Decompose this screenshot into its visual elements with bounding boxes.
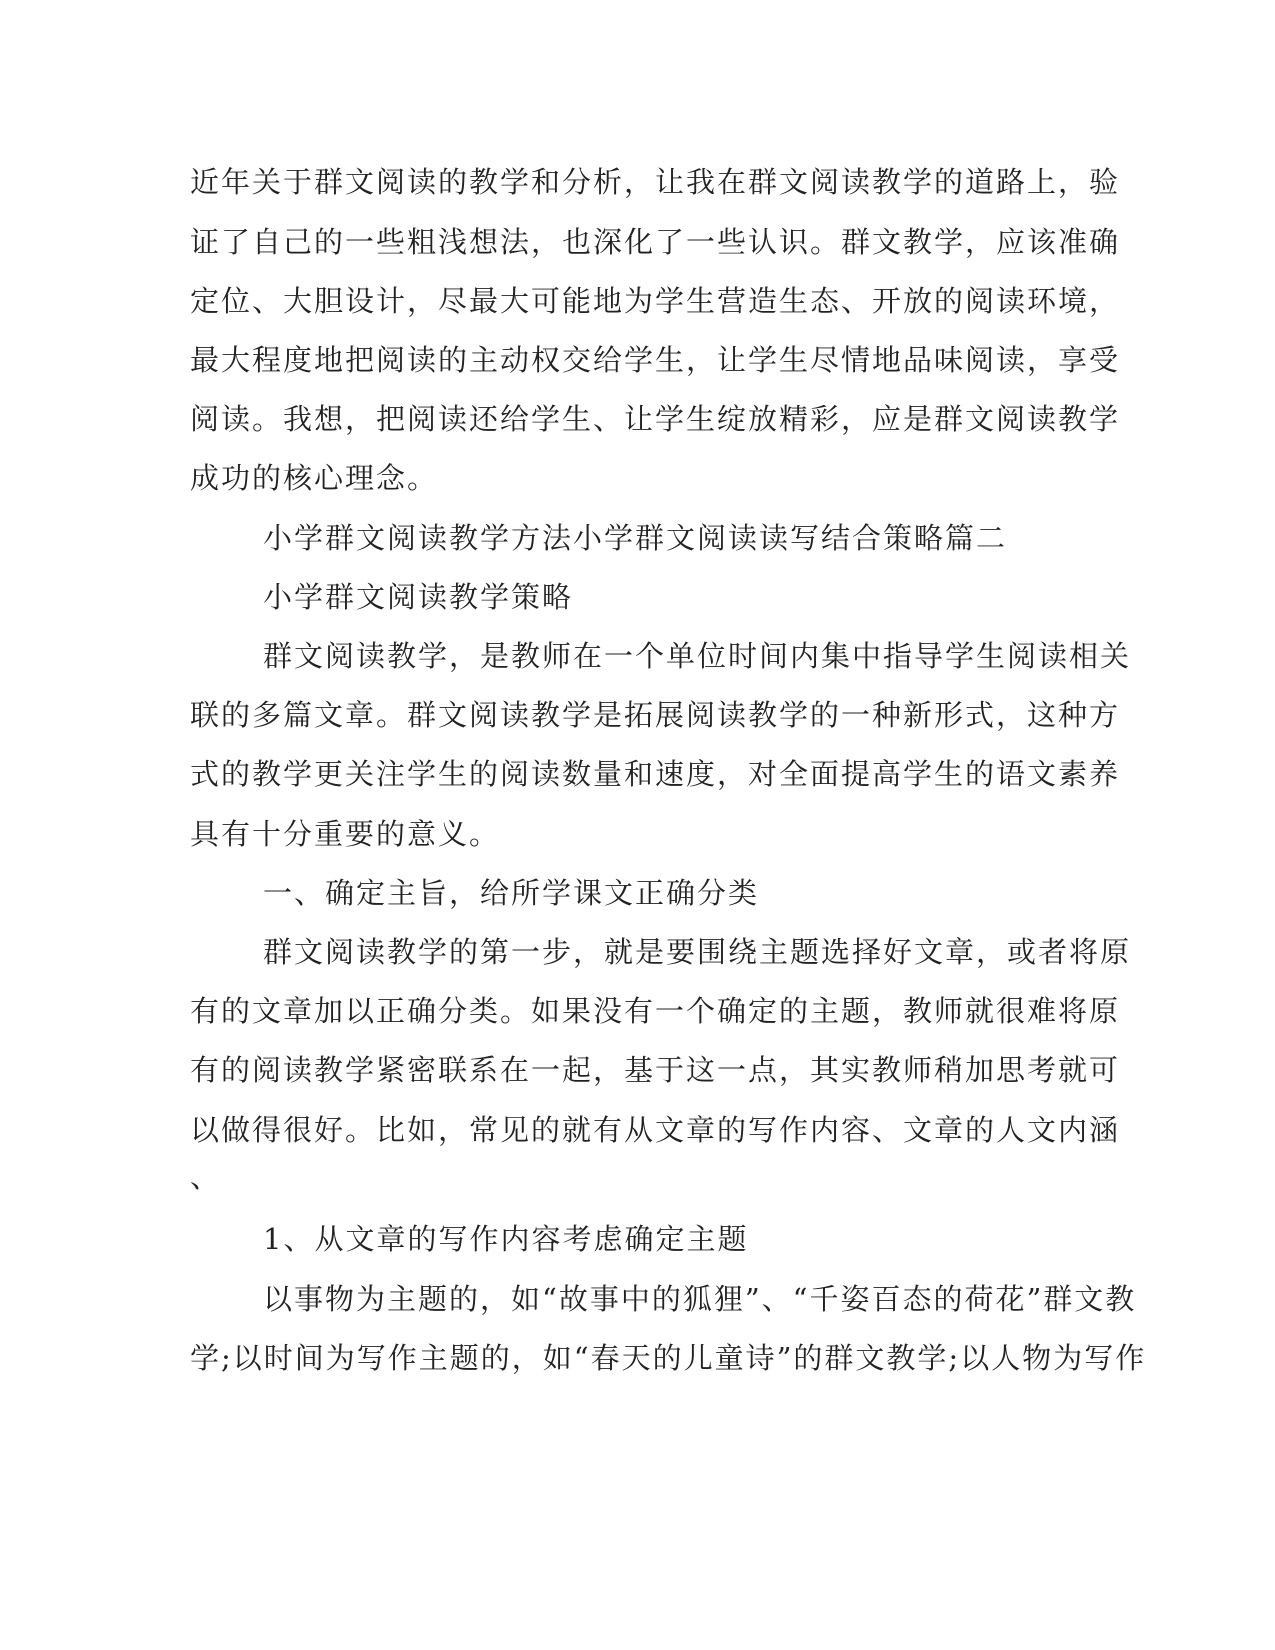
paragraph-line: 群文阅读教学的第一步，就是要围绕主题选择好文章，或者将原 — [263, 935, 1132, 969]
paragraph-line: 最大程度地把阅读的主动权交给学生，让学生尽情地品味阅读，享受 — [190, 343, 1121, 377]
paragraph-line: 群文阅读教学，是教师在一个单位时间内集中指导学生阅读相关 — [263, 639, 1132, 673]
paragraph-line: 阅读。我想，把阅读还给学生、让学生绽放精彩，应是群文阅读教学 — [190, 402, 1121, 436]
paragraph-line: 以做得很好。比如，常见的就有从文章的写作内容、文章的人文内涵 — [190, 1113, 1121, 1147]
paragraph-line: 近年关于群文阅读的教学和分析，让我在群文阅读教学的道路上，验 — [190, 165, 1121, 199]
paragraph-line: 联的多篇文章。群文阅读教学是拓展阅读教学的一种新形式，这种方 — [190, 698, 1121, 732]
paragraph-line: 证了自己的一些粗浅想法，也深化了一些认识。群文教学，应该准确 — [190, 225, 1121, 259]
paragraph-line: 具有十分重要的意义。 — [190, 817, 501, 851]
paragraph-line: 有的阅读教学紧密联系在一起，基于这一点，其实教师稍加思考就可 — [190, 1053, 1121, 1087]
paragraph-line: 定位、大胆设计，尽最大可能地为学生营造生态、开放的阅读环境， — [190, 284, 1121, 318]
list-heading: 一、确定主旨，给所学课文正确分类 — [263, 876, 760, 910]
list-item-heading: 1、从文章的写作内容考虑确定主题 — [263, 1222, 749, 1256]
paragraph-line: 有的文章加以正确分类。如果没有一个确定的主题，教师就很难将原 — [190, 994, 1121, 1028]
section-subheading: 小学群文阅读教学策略 — [263, 580, 574, 614]
paragraph-line: 以事物为主题的，如“故事中的狐狸”、“千姿百态的荷花”群文教 — [263, 1282, 1137, 1316]
paragraph-line: 学;以时间为写作主题的，如“春天的儿童诗”的群文教学;以人物为写作 — [190, 1341, 1147, 1375]
paragraph-line: 成功的核心理念。 — [190, 461, 439, 495]
paragraph-line: 式的教学更关注学生的阅读数量和速度，对全面提高学生的语文素养 — [190, 757, 1121, 791]
section-heading: 小学群文阅读教学方法小学群文阅读读写结合策略篇二 — [263, 521, 1008, 555]
paragraph-line: 、 — [190, 1160, 222, 1194]
